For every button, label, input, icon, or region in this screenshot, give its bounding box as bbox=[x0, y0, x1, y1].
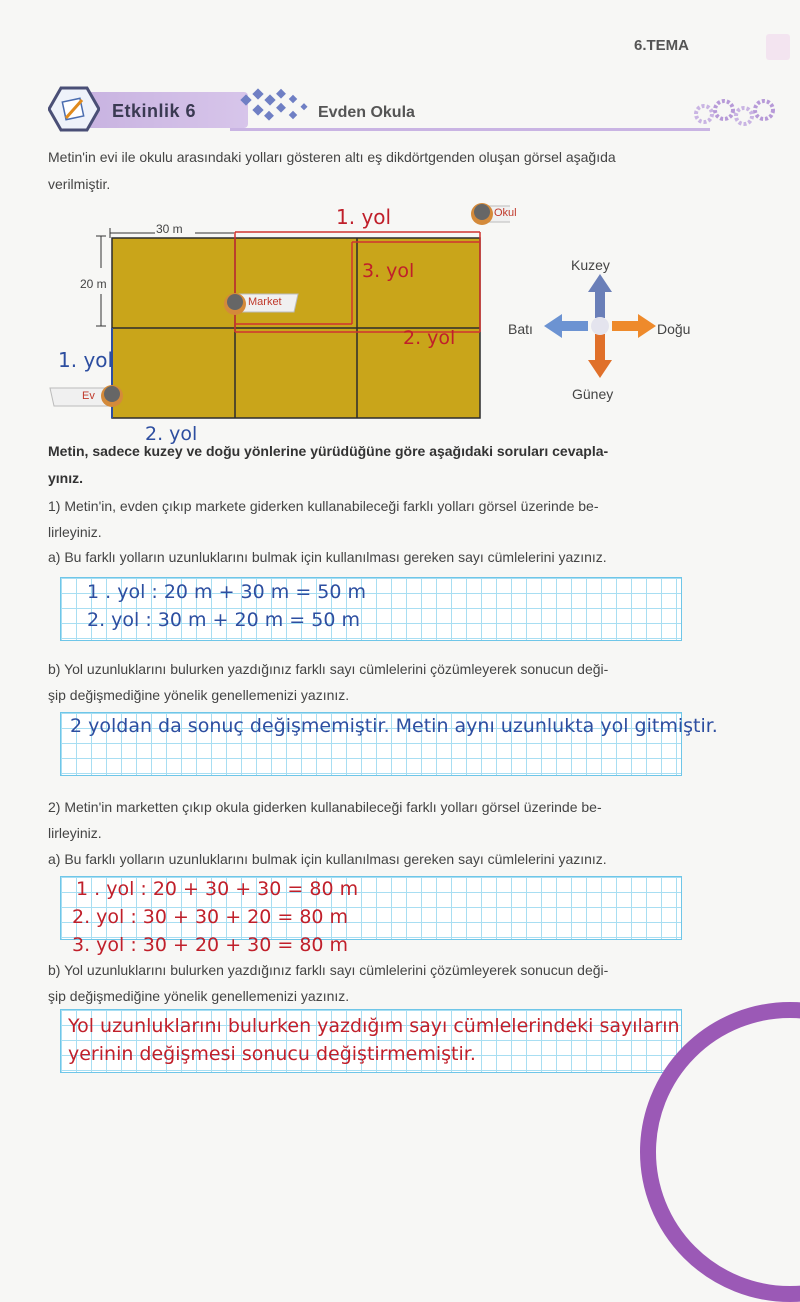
height-label: 20 m bbox=[80, 277, 107, 291]
instruction-line-1: Metin, sadece kuzey ve doğu yönlerine yürüdüğüne göre aşağıdaki soruları cevapla- bbox=[48, 443, 609, 459]
q1-b-answer: 2 yoldan da sonuç değişmemiştir. Metin aynı uzunlukta yol gitmiştir. bbox=[70, 715, 718, 737]
q1-a-answer-line-2: 2. yol : 30 m + 20 m = 50 m bbox=[87, 609, 360, 631]
home-label: Ev bbox=[82, 390, 95, 402]
q1-text-line-1: 1) Metin'in, evden çıkıp markete giderken kullanabileceği farklı yolları görsel üzerinde be- bbox=[48, 498, 599, 514]
q2-b-answer-line-1: Yol uzunluklarını bulurken yazdığım sayı cümlelerindeki sayıların bbox=[68, 1015, 680, 1037]
activity-title: Evden Okula bbox=[318, 104, 415, 121]
q2-a-prompt: a) Bu farklı yolların uzunluklarını bulmak için kullanılması gereken sayı cümlelerini yazınız. bbox=[48, 851, 607, 867]
intro-line-1: Metin'in evi ile okulu arasındaki yolları gösteren altı eş dikdörtgenden oluşan görsel aşağıda bbox=[48, 149, 616, 165]
hexagon-pencil-icon bbox=[48, 86, 100, 132]
compass-east: Doğu bbox=[657, 321, 691, 337]
decorative-dots-icon bbox=[236, 86, 316, 130]
q2-a-answer-line-1: 1 . yol : 20 + 30 + 30 = 80 m bbox=[76, 878, 359, 900]
theme-label: 6.TEMA bbox=[634, 37, 690, 54]
compass-south: Güney bbox=[572, 386, 614, 402]
route-1-top-label: 1. yol bbox=[336, 205, 392, 229]
q1-a-prompt: a) Bu farklı yolların uzunluklarını bulmak için kullanılması gereken sayı cümlelerini yazınız. bbox=[48, 549, 607, 565]
compass-north: Kuzey bbox=[571, 257, 610, 273]
q2-text-line-2: lirleyiniz. bbox=[48, 825, 102, 841]
q1-b-prompt-line-2: şip değişmediğine yönelik genellemenizi yazınız. bbox=[48, 687, 350, 703]
gears-icon bbox=[690, 96, 780, 130]
compass-west: Batı bbox=[508, 321, 533, 337]
activity-label: Etkinlik 6 bbox=[112, 101, 197, 121]
route-1-left-label: 1. yol bbox=[58, 348, 114, 372]
route-3-label: 3. yol bbox=[362, 260, 415, 282]
market-label: Market bbox=[248, 296, 282, 308]
q2-b-prompt-line-1: b) Yol uzunluklarını bulurken yazdığınız farklı sayı cümlelerini çözümleyerek sonucun deği- bbox=[48, 962, 609, 978]
q1-text-line-2: lirleyiniz. bbox=[48, 524, 102, 540]
route-2-bottom-label: 2. yol bbox=[145, 423, 198, 445]
q2-a-answer-line-3: 3. yol : 30 + 20 + 30 = 80 m bbox=[72, 934, 349, 956]
q2-b-answer-line-2: yerinin değişmesi sonucu değiştirmemiştir. bbox=[68, 1043, 476, 1065]
school-label: Okul bbox=[494, 207, 517, 219]
q1-a-answer-line-1: 1 . yol : 20 m + 30 m = 50 m bbox=[87, 581, 367, 603]
theme-tab bbox=[766, 34, 790, 60]
compass-icon bbox=[540, 270, 660, 382]
instruction-line-2: yınız. bbox=[48, 470, 84, 486]
q2-text-line-1: 2) Metin'in marketten çıkıp okula giderken kullanabileceği farklı yolları görsel üzerinde be- bbox=[48, 799, 602, 815]
q1-b-prompt-line-1: b) Yol uzunluklarını bulurken yazdığınız farklı sayı cümlelerini çözümleyerek sonucun deği- bbox=[48, 661, 609, 677]
q2-b-prompt-line-2: şip değişmediğine yönelik genellemenizi yazınız. bbox=[48, 988, 350, 1004]
intro-line-2: verilmiştir. bbox=[48, 176, 111, 192]
route-diagram bbox=[40, 196, 510, 450]
q2-a-answer-line-2: 2. yol : 30 + 30 + 20 = 80 m bbox=[72, 906, 349, 928]
width-label: 30 m bbox=[156, 222, 183, 236]
route-2-right-label: 2. yol bbox=[403, 327, 456, 349]
